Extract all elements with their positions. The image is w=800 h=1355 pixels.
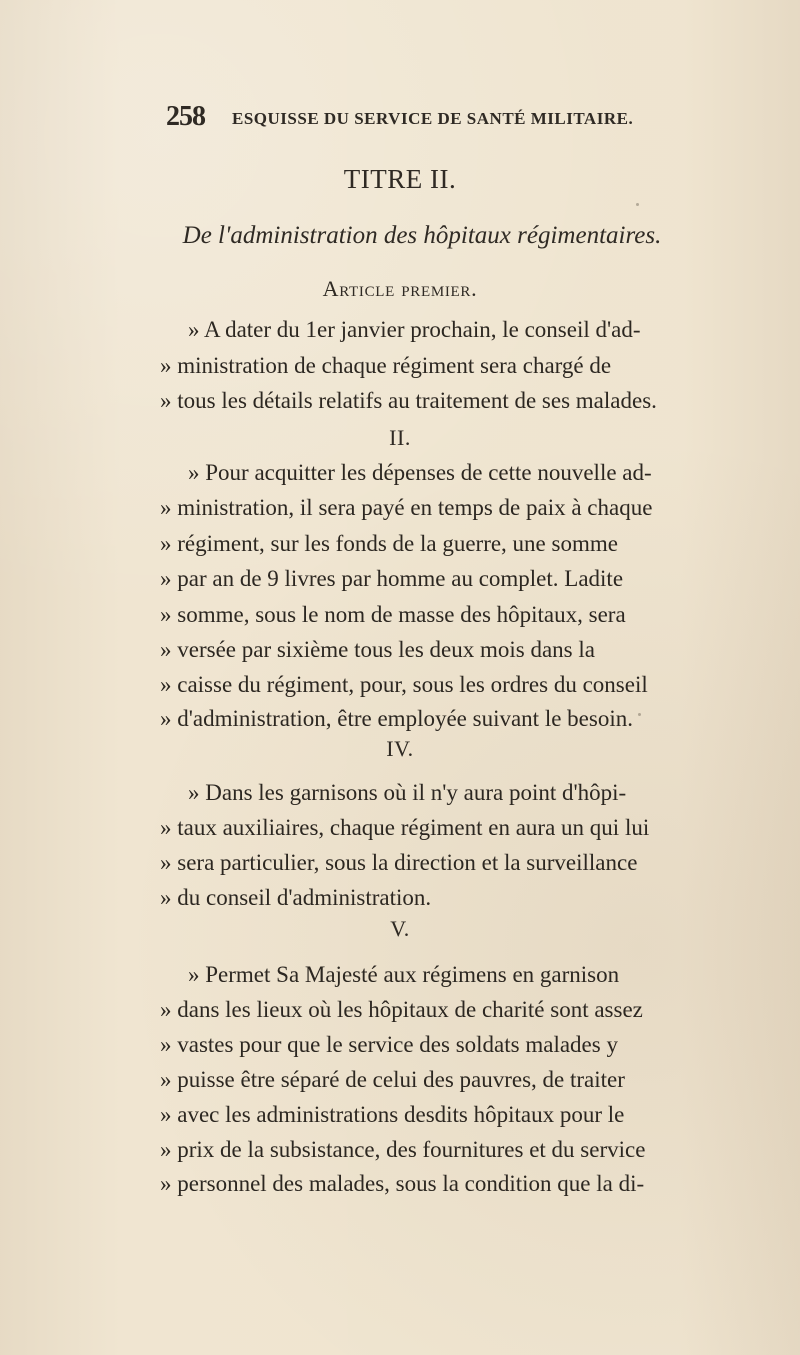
section-subtitle: De l'administration des hôpitaux régimentaires. [182,222,662,249]
text-line: » ministration de chaque régiment sera chargé de [160,353,612,378]
text-line: » régiment, sur les fonds de la guerre, une somme [160,531,618,556]
section-number: II. [389,425,411,450]
running-title: ESQUISSE DU SERVICE DE SANTÉ MILITAIRE. [232,109,634,128]
text-line: » Pour acquitter les dépenses de cette nouvelle ad- [188,460,652,485]
section-title: TITRE II. [343,164,457,194]
text-line: » sera particulier, sous la direction et la surveillance [160,850,638,875]
section-number: V. [390,916,410,941]
text-line: » avec les administrations desdits hôpitaux pour le [160,1102,625,1127]
article-heading: Article premier. [322,276,478,301]
text-line: » prix de la subsistance, des fournitures et du service [160,1137,646,1162]
text-line: » par an de 9 livres par homme au complet. Ladite [160,566,624,591]
text-line: » A dater du 1er janvier prochain, le conseil d'ad- [188,317,641,342]
text-line: » du conseil d'administration. [160,885,432,910]
text-line: » d'administration, être employée suivant le besoin. [160,706,633,731]
text-line: » taux auxiliaires, chaque régiment en aura un qui lui [160,815,650,840]
text-line: » tous les détails relatifs au traitement de ses malades. [160,388,657,413]
text-line: » dans les lieux où les hôpitaux de charité sont assez [160,997,643,1022]
paper-speck [638,713,641,716]
running-head [166,101,706,137]
text-line: » Permet Sa Majesté aux régimens en garnison [188,962,620,987]
page-number: 258 [166,101,205,132]
text-line: » ministration, il sera payé en temps de paix à chaque [160,495,653,520]
text-line: » caisse du régiment, pour, sous les ordres du conseil [160,672,648,697]
paper-speck [636,203,639,206]
text-line: » versée par sixième tous les deux mois dans la [160,637,595,662]
text-line: » Dans les garnisons où il n'y aura point d'hôpi- [188,780,627,805]
text-line: » vastes pour que le service des soldats malades y [160,1032,618,1057]
text-line: » personnel des malades, sous la condition que la di- [160,1171,645,1196]
section-number: IV. [386,736,414,761]
text-line: » puisse être séparé de celui des pauvres, de traiter [160,1067,625,1092]
text-line: » somme, sous le nom de masse des hôpitaux, sera [160,602,626,627]
